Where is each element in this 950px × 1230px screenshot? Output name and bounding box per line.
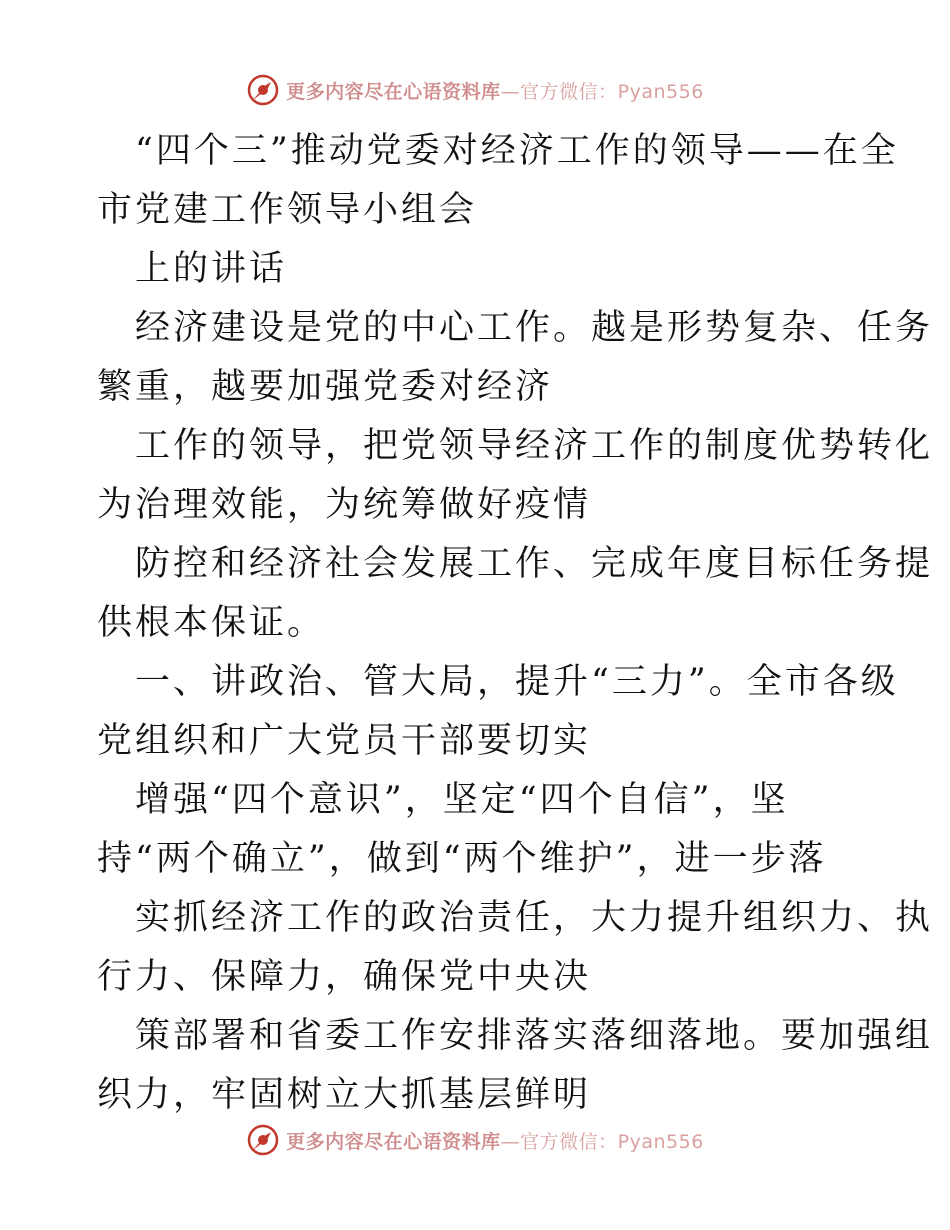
header-banner-separator: — bbox=[500, 80, 521, 103]
header-banner-title: 更多内容尽在心语资料库 bbox=[286, 80, 501, 103]
paragraph-line: 实抓经济工作的政治责任，大力提升组织力、执 bbox=[135, 898, 934, 938]
paragraph-line: 行力、保障力，确保党中央决 bbox=[97, 957, 592, 997]
paragraph-line: 一、讲政治、管大局，提升“三力”。全市各级 bbox=[135, 662, 899, 702]
header-banner-text bbox=[286, 77, 704, 104]
paragraph-line: 增强“四个意识”，坚定“四个自信”，坚 bbox=[135, 780, 789, 820]
paragraph-line: 防控和经济社会发展工作、完成年度目标任务提 bbox=[135, 544, 934, 584]
header-banner-contact: 官方微信：Pyan556 bbox=[520, 80, 704, 103]
footer-banner-text bbox=[286, 1127, 704, 1154]
paragraph-line: 繁重，越要加强党委对经济 bbox=[97, 367, 554, 407]
paragraph-line: 党组织和广大党员干部要切实 bbox=[97, 721, 592, 761]
header-banner bbox=[0, 70, 950, 110]
paragraph-line: 供根本保证。 bbox=[97, 603, 326, 643]
title-line-1: “四个三”推动党委对经济工作的领导——在全 bbox=[135, 131, 899, 171]
title-line-3: 上的讲话 bbox=[135, 249, 288, 289]
title-line-2: 市党建工作领导小组会 bbox=[97, 190, 478, 230]
document-body bbox=[97, 122, 934, 1125]
paragraph-line: 策部署和省委工作安排落实落细落地。要加强组 bbox=[135, 1016, 934, 1056]
paragraph-line: 织力，牢固树立大抓基层鲜明 bbox=[97, 1075, 592, 1115]
paragraph-line: 经济建设是党的中心工作。越是形势复杂、任务 bbox=[135, 308, 934, 348]
footer-banner-contact: 官方微信：Pyan556 bbox=[520, 1130, 704, 1153]
brand-logo-icon bbox=[246, 73, 280, 107]
footer-banner-separator: — bbox=[500, 1130, 521, 1153]
footer-banner-title: 更多内容尽在心语资料库 bbox=[286, 1130, 501, 1153]
paragraph-line: 工作的领导，把党领导经济工作的制度优势转化 bbox=[135, 426, 934, 466]
paragraph-line: 持“两个确立”，做到“两个维护”，进一步落 bbox=[97, 839, 827, 879]
paragraph-line: 为治理效能，为统筹做好疫情 bbox=[97, 485, 592, 525]
footer-banner bbox=[0, 1120, 950, 1160]
brand-logo-icon bbox=[246, 1123, 280, 1157]
